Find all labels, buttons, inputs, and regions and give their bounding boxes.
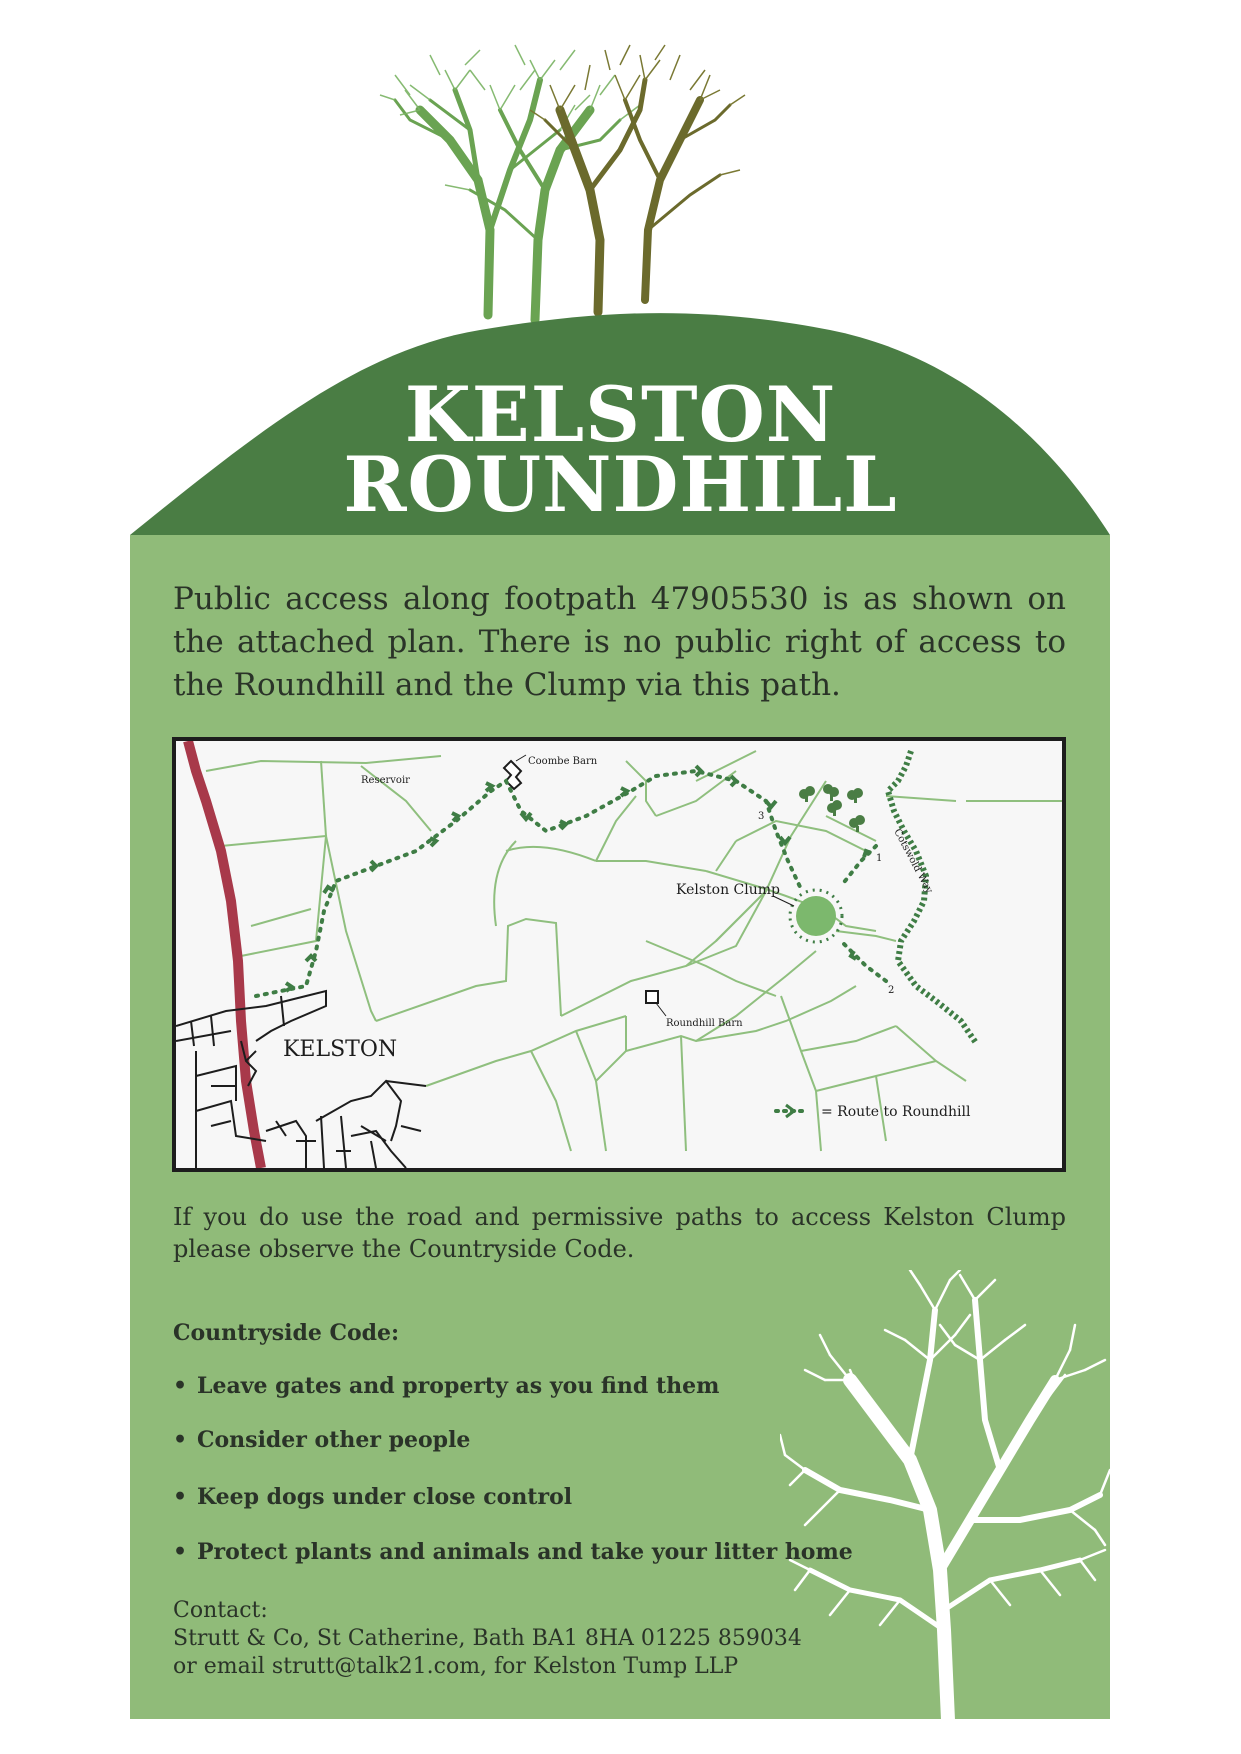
legend-label: = Route to Roundhill <box>821 1104 971 1120</box>
code-item: • Consider other people <box>173 1427 471 1453</box>
label-kelston: KELSTON <box>283 1037 398 1062</box>
label-point-2: 2 <box>888 985 895 996</box>
field-boundaries <box>206 751 1062 1151</box>
contact-block <box>173 1597 802 1681</box>
countryside-code-heading: Countryside Code: <box>173 1320 400 1346</box>
contact-email: or email strutt@talk21.com, for Kelston Tump LLP <box>173 1654 739 1679</box>
label-coombe-barn: Coombe Barn <box>528 756 598 767</box>
contact-address: Strutt & Co, St Catherine, Bath BA1 8HA 01225 859034 <box>173 1626 802 1651</box>
label-reservoir: Reservoir <box>361 775 410 786</box>
label-roundhill-barn: Roundhill Barn <box>666 1018 743 1029</box>
title-line-2: ROUNDHILL <box>343 440 898 529</box>
contact-label: Contact: <box>173 1598 268 1623</box>
route-to-roundhill <box>256 766 886 996</box>
code-item: • Protect plants and animals and take your litter home <box>173 1539 853 1565</box>
label-cotswold-way: Cotswold Way <box>891 827 935 896</box>
countryside-code-notice: If you do use the road and permissive paths to access Kelston Clump please observe the Countryside Code. <box>173 1203 1066 1263</box>
label-point-1: 1 <box>876 853 883 864</box>
white-tree-icon <box>780 1270 1110 1720</box>
footpath-map <box>172 737 1066 1172</box>
code-item: • Keep dogs under close control <box>173 1484 573 1510</box>
label-kelston-clump: Kelston Clump <box>676 882 780 898</box>
coombe-barn-icon <box>504 761 521 789</box>
code-item: • Leave gates and property as you find them <box>173 1373 720 1399</box>
title-line-1: KELSTON <box>404 370 837 459</box>
map-legend <box>776 1104 971 1120</box>
cotswold-way <box>888 751 976 1043</box>
kelston-clump <box>796 896 836 936</box>
tree-group-icon <box>380 45 745 320</box>
roundhill-barn-icon <box>646 991 658 1003</box>
access-notice: Public access along footpath 47905530 is as shown on the attached plan. There is no public right of access to the Roundhill and the Clump via this path. <box>173 581 1066 703</box>
label-point-3: 3 <box>758 811 765 822</box>
map-drawing <box>176 741 1062 1168</box>
